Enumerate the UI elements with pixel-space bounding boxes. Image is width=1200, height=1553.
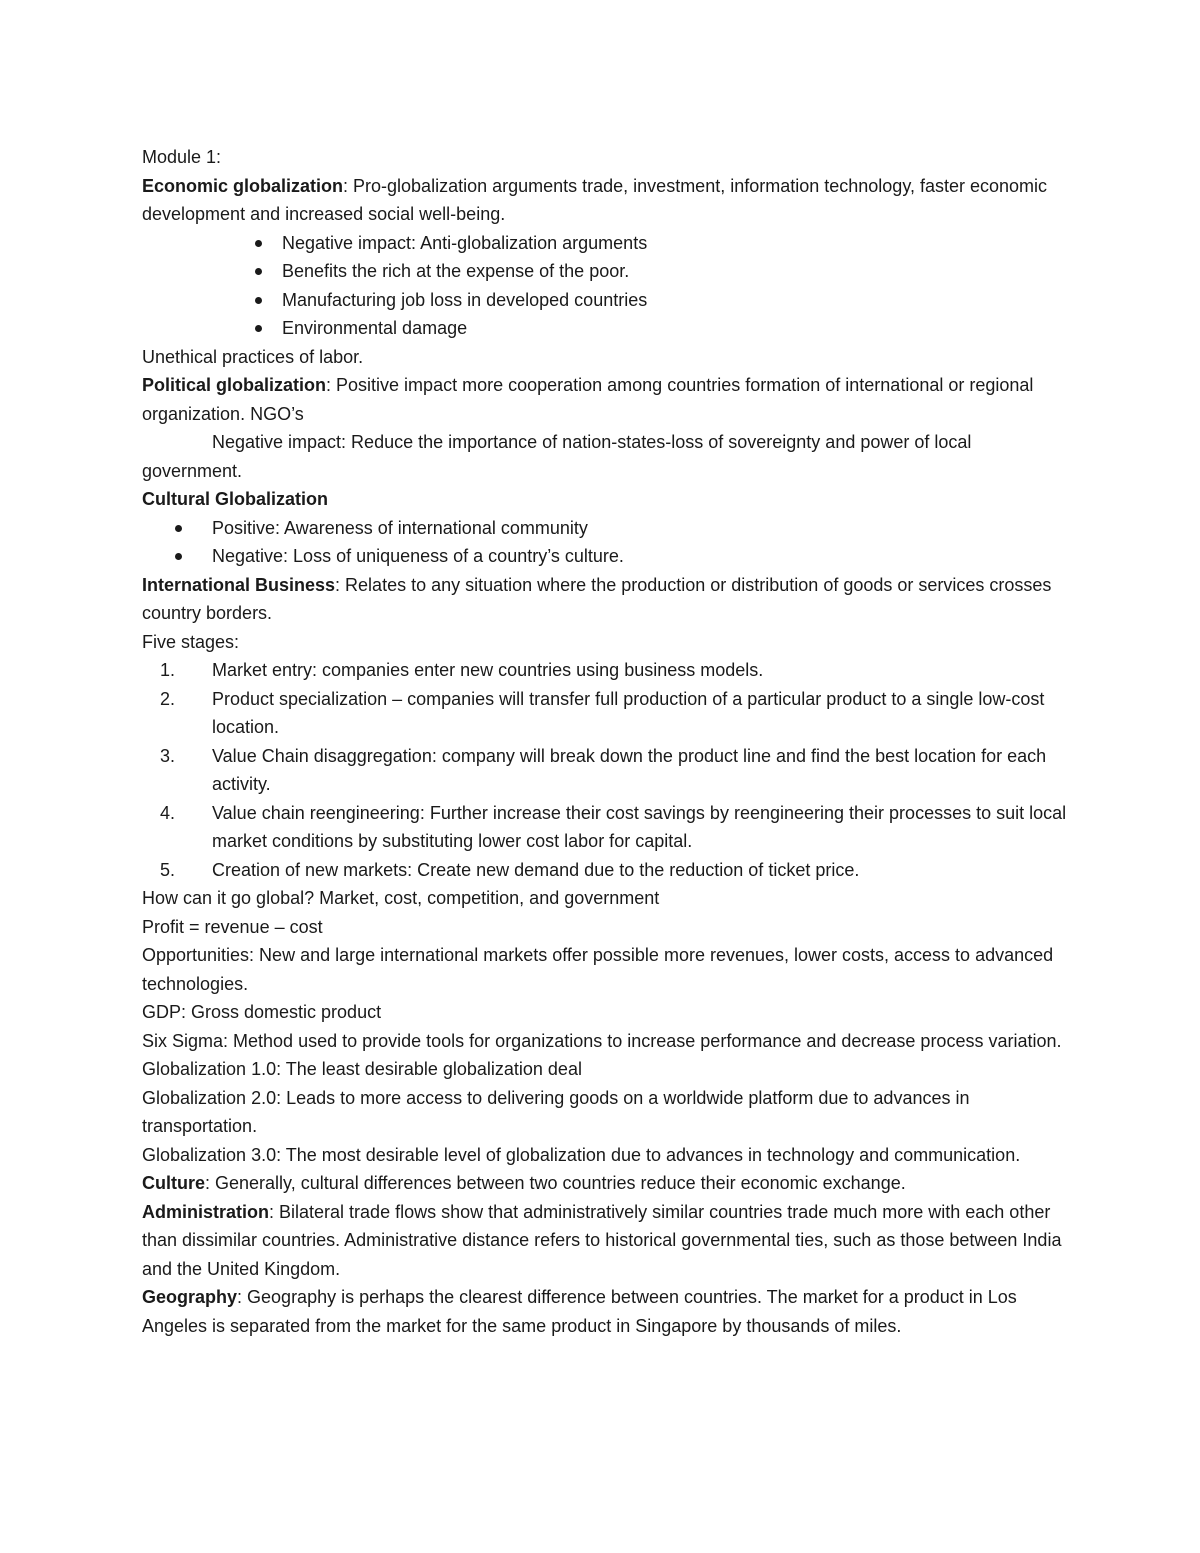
list-text: Value chain reengineering: Further increase their cost savings by reengineering their processes to suit local market conditions by substituting lower cost labor for capital. <box>212 802 1067 851</box>
administration-text: : Bilateral trade flows show that administratively similar countries trade much more with each other than dissimilar countries. Administrative distance refers to historical governmental ties, such as those between India and the United Kingdom. <box>142 1201 1062 1279</box>
list-number: 5. <box>160 859 176 880</box>
intl-business-text: : Relates to any situation where the production or distribution of goods or services crosses country borders. <box>142 574 1052 623</box>
geography-paragraph <box>142 1283 1072 1340</box>
list-text: Value Chain disaggregation: company will break down the product line and find the best location for each activity. <box>212 745 1047 794</box>
five-stages-list <box>142 656 1072 884</box>
economic-bullet-list <box>142 229 1072 343</box>
list-item <box>142 799 1072 856</box>
administration-heading: Administration <box>142 1201 270 1222</box>
cultural-heading: Cultural Globalization <box>142 489 329 509</box>
political-heading: Political globalization <box>142 375 327 395</box>
list-item: Negative: Loss of uniqueness of a country’s culture. <box>142 542 1072 571</box>
geography-heading: Geography <box>142 1287 238 1307</box>
list-item <box>142 856 1072 885</box>
economic-heading: Economic globalization <box>142 175 344 196</box>
political-negative-continued: government. <box>142 460 243 481</box>
globalization-2-paragraph: Globalization 2.0: Leads to more access to delivering goods on a worldwide platform due to advances in transportation. <box>142 1087 970 1136</box>
list-item <box>142 656 1072 685</box>
opportunities-paragraph: Opportunities: New and large international markets offer possible more revenues, lower costs, access to advanced technologies. <box>142 945 1054 994</box>
list-text: Product specialization – companies will transfer full production of a particular product to a single low-cost location. <box>212 688 1045 737</box>
economic-text: : Pro-globalization arguments trade, investment, information technology, faster economic development and increased social well-being. <box>142 175 1048 224</box>
go-global-line: How can it go global? Market, cost, competition, and government <box>142 888 660 908</box>
module-title: Module 1: <box>142 147 222 167</box>
culture-paragraph <box>142 1169 1072 1198</box>
administration-paragraph <box>142 1198 1072 1284</box>
list-item: Negative impact: Anti-globalization arguments <box>142 229 1072 258</box>
economic-after-text: Unethical practices of labor. <box>142 346 364 367</box>
six-sigma-paragraph: Six Sigma: Method used to provide tools for organizations to increase performance and decrease process variation. <box>142 1030 1062 1051</box>
cultural-bullet-list <box>142 514 1072 571</box>
globalization-3-paragraph: Globalization 3.0: The most desirable level of globalization due to advances in technology and communication. <box>142 1144 1021 1165</box>
list-item: Manufacturing job loss in developed countries <box>142 286 1072 315</box>
culture-text: : Generally, cultural differences between two countries reduce their economic exchange. <box>205 1173 906 1193</box>
list-item: Benefits the rich at the expense of the poor. <box>142 257 1072 286</box>
list-text: Creation of new markets: Create new demand due to the reduction of ticket price. <box>212 859 860 880</box>
list-number: 3. <box>160 745 176 766</box>
intl-business-heading: International Business <box>142 574 336 595</box>
list-item <box>142 742 1072 799</box>
culture-heading: Culture <box>142 1173 205 1193</box>
five-stages-label: Five stages: <box>142 631 240 652</box>
list-number: 4. <box>160 802 176 823</box>
list-text: Market entry: companies enter new countries using business models. <box>212 660 764 680</box>
list-item <box>142 685 1072 742</box>
list-number: 2. <box>160 688 176 709</box>
political-negative-text: Negative impact: Reduce the importance of nation-states-loss of sovereignty and power of local <box>212 432 972 452</box>
list-item: Positive: Awareness of international community <box>142 514 1072 543</box>
gdp-line: GDP: Gross domestic product <box>142 1002 382 1022</box>
intl-business-paragraph <box>142 571 1072 628</box>
list-item: Environmental damage <box>142 314 1072 343</box>
geography-text: : Geography is perhaps the clearest difference between countries. The market for a product in Los Angeles is separated from the market for the same product in Singapore by thousands of miles. <box>142 1287 1017 1336</box>
list-number: 1. <box>160 660 176 680</box>
document-page <box>142 143 1072 1340</box>
political-paragraph <box>142 371 1072 428</box>
globalization-1-line: Globalization 1.0: The least desirable globalization deal <box>142 1059 582 1079</box>
political-text: : Positive impact more cooperation among countries formation of international or regional organization. NGO’s <box>142 375 1034 424</box>
economic-paragraph <box>142 172 1072 229</box>
cultural-paragraph <box>142 485 1072 514</box>
profit-line: Profit = revenue – cost <box>142 916 323 937</box>
